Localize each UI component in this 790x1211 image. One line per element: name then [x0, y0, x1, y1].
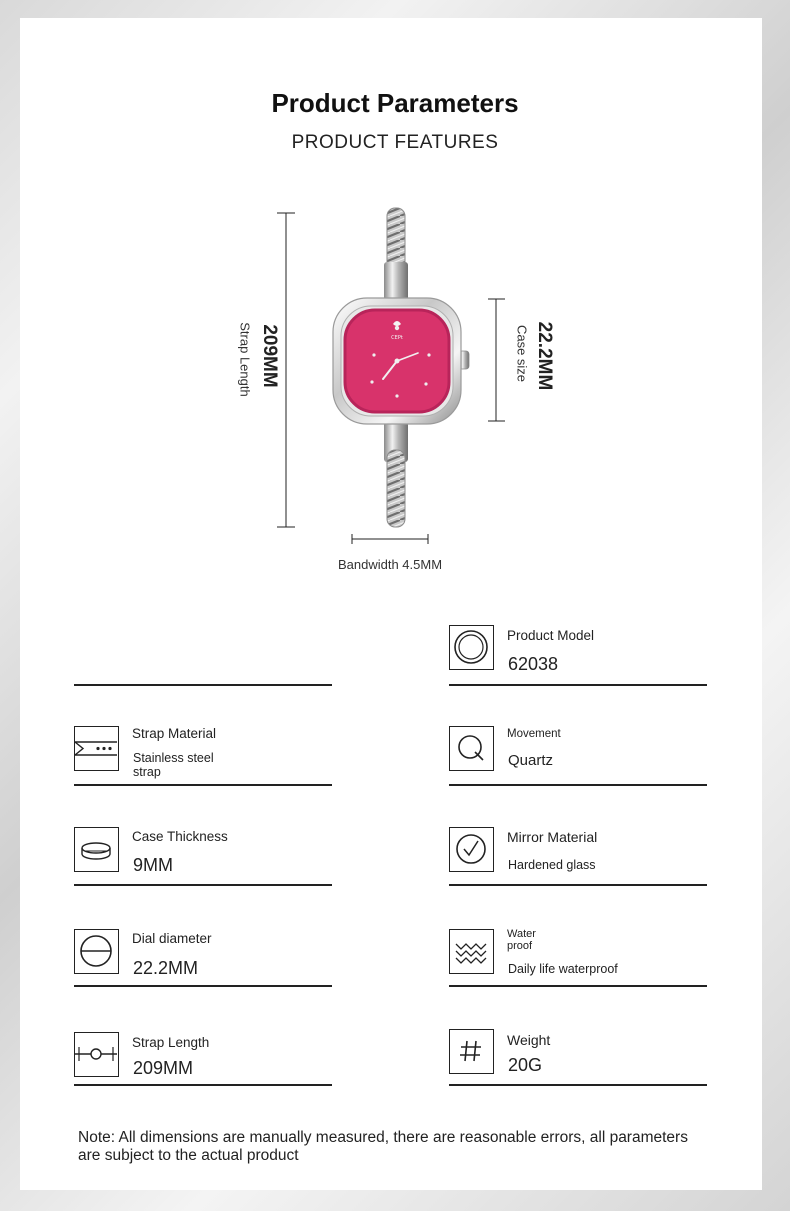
case-size-dimension — [488, 299, 505, 421]
param-water-proof — [449, 928, 707, 998]
param-case-thickness — [74, 825, 332, 895]
bandwidth-dimension — [352, 534, 428, 544]
weight-label: Weight — [507, 1032, 551, 1048]
bandwidth-label: Bandwidth 4.5MM — [337, 557, 443, 572]
strap-bottom — [387, 450, 405, 527]
circle-model-icon — [449, 625, 494, 670]
case-thickness-icon — [74, 827, 119, 872]
waves-icon — [449, 929, 494, 974]
water-proof-label: Water proof — [507, 928, 536, 952]
param-product-model — [449, 625, 707, 695]
hash-icon — [449, 1029, 494, 1074]
page-title: Product Parameters — [271, 88, 519, 118]
strap-length-param-value: 209MM — [133, 1058, 194, 1078]
dial-logo-text: CEPt — [391, 335, 403, 341]
strap-icon — [74, 726, 119, 771]
product-model-value: 62038 — [508, 654, 559, 674]
strap-material-label: Strap Material — [132, 726, 217, 741]
mirror-material-value: Hardened glass — [508, 858, 596, 872]
quartz-icon — [449, 726, 494, 771]
strap-material-value: Stainless steel strap — [133, 751, 214, 779]
movement-label: Movement — [507, 728, 561, 740]
case-thickness-value: 9MM — [133, 855, 173, 875]
product-model-label: Product Model — [507, 628, 595, 643]
strap-length-label: Strap Length — [237, 322, 253, 397]
param-dial-diameter — [74, 928, 332, 998]
param-movement — [449, 725, 707, 795]
disclaimer-note: Note: All dimensions are manually measured, there are reasonable errors, all parameters are subject to the actual product — [78, 1129, 688, 1164]
param-weight — [449, 1029, 707, 1099]
movement-value: Quartz — [508, 752, 554, 769]
strap-length-icon — [74, 1032, 119, 1077]
content-card — [20, 18, 762, 1190]
dial-icon — [74, 929, 119, 974]
weight-value: 20G — [508, 1055, 543, 1075]
case-size-value: 22.2MM — [534, 321, 555, 391]
strap-length-value: 209MM — [259, 324, 280, 388]
page-subtitle: PRODUCT FEATURES — [291, 132, 499, 153]
strap-length-param-label: Strap Length — [132, 1035, 210, 1050]
check-circle-icon — [449, 827, 494, 872]
case-thickness-label: Case Thickness — [132, 829, 228, 844]
mirror-material-label: Mirror Material — [507, 829, 598, 845]
dial-diameter-value: 22.2MM — [133, 958, 199, 978]
param-strap-length — [74, 1031, 332, 1101]
param-product-placeholder — [74, 620, 332, 690]
water-proof-value: Daily life waterproof — [508, 962, 618, 976]
dial-diameter-label: Dial diameter — [132, 931, 212, 946]
param-strap-material — [74, 722, 332, 792]
param-mirror-material — [449, 826, 707, 896]
case-size-label: Case size — [514, 324, 530, 383]
